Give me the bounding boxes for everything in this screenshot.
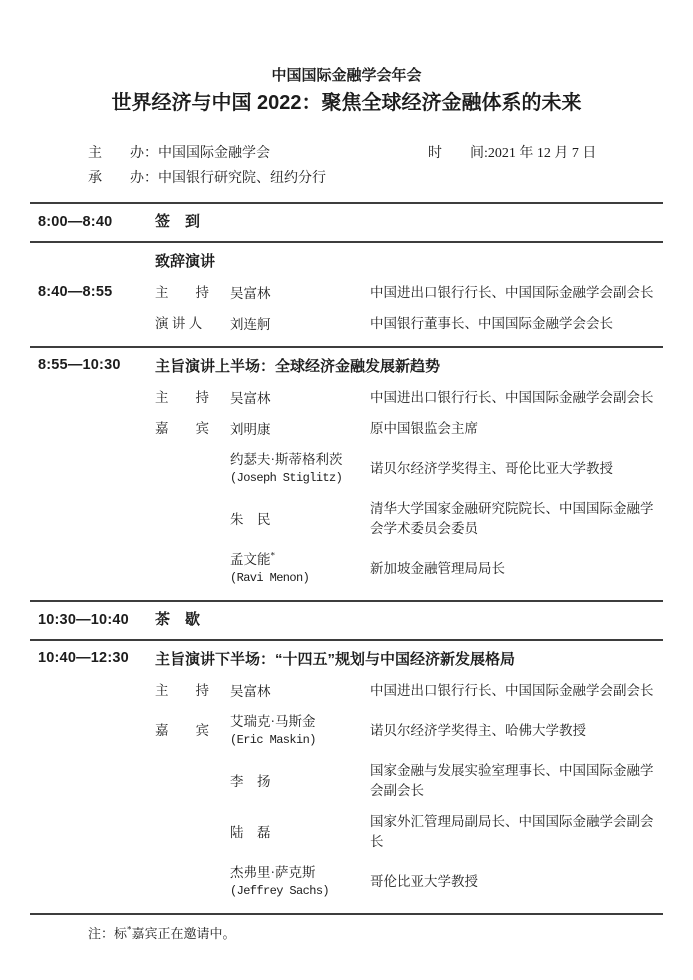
agenda-row <box>155 314 663 334</box>
name-text: 孟文能 <box>230 552 271 567</box>
tea-title: 茶 歇 <box>155 611 201 628</box>
person-name <box>230 450 370 488</box>
host-value: 中国国际金融学会 <box>158 146 270 161</box>
host-line <box>88 146 270 161</box>
opening-title: 致辞演讲 <box>155 253 216 270</box>
agenda-row <box>155 681 663 701</box>
keynote1-title: 主旨演讲上半场：全球经济金融发展新趋势 <box>155 358 441 375</box>
agenda-row <box>155 388 663 408</box>
name-text: 刘明康 <box>230 421 271 437</box>
person-desc: 中国银行董事长、中国国际金融学会会长 <box>370 316 613 331</box>
agenda-row <box>155 283 663 303</box>
role-label: 主 持 <box>155 683 209 698</box>
keynote2-content <box>155 650 663 901</box>
signin-time: 8:00—8:40 <box>38 214 113 230</box>
agenda-row <box>155 550 663 588</box>
agenda-row <box>155 812 663 852</box>
name-text: 艾瑞克·马斯金 <box>230 714 316 729</box>
agenda-row <box>155 761 663 801</box>
tea-time: 10:30—10:40 <box>38 612 129 628</box>
organizer-row <box>30 166 663 191</box>
section-opening <box>30 241 663 346</box>
person-name <box>230 420 370 439</box>
role-label: 演 讲 人 <box>155 316 203 331</box>
person-name <box>230 863 370 901</box>
name-text: 吴富林 <box>230 390 271 406</box>
opening-content <box>155 252 663 334</box>
footnote-mark: * <box>127 924 132 935</box>
section-keynote2 <box>30 639 663 913</box>
conference-name: 中国国际金融学会年会 <box>271 67 422 84</box>
person-name <box>230 315 370 334</box>
section-signin <box>30 202 663 241</box>
person-desc: 诺贝尔经济学奖得主、哈佛大学教授 <box>370 723 586 738</box>
role-label: 嘉 宾 <box>155 421 209 436</box>
name-text: 刘连舸 <box>230 316 271 332</box>
agenda-row <box>155 450 663 488</box>
agenda-row <box>155 499 663 539</box>
person-name <box>230 823 370 842</box>
meta-block <box>30 141 663 191</box>
agenda-row <box>155 863 663 901</box>
name-text: 吴富林 <box>230 285 271 301</box>
person-desc: 中国进出口银行行长、中国国际金融学会副会长 <box>370 285 654 300</box>
time-line <box>428 141 596 166</box>
document-title: 世界经济与中国 2022：聚焦全球经济金融体系的未来 <box>111 92 582 114</box>
footnote <box>30 913 663 944</box>
name-text: 杰弗里·萨克斯 <box>230 865 316 880</box>
person-desc: 中国进出口银行行长、中国国际金融学会副会长 <box>370 683 654 698</box>
person-name <box>230 510 370 529</box>
footnote-text <box>88 924 663 944</box>
host-label: 主 办： <box>88 146 158 161</box>
document-header <box>30 0 663 117</box>
name-text: 约瑟夫·斯蒂格利茨 <box>230 452 343 467</box>
name-text: 陆 磊 <box>230 824 271 840</box>
agenda-row <box>155 419 663 439</box>
person-name <box>230 772 370 791</box>
host-row <box>30 141 663 166</box>
organizer-value: 中国银行研究院、纽约分行 <box>158 171 326 186</box>
footnote-suffix: 嘉宾正在邀请中。 <box>131 926 236 941</box>
agenda-row <box>155 712 663 750</box>
person-desc: 中国进出口银行行长、中国国际金融学会副会长 <box>370 390 654 405</box>
name-text: 吴富林 <box>230 683 271 699</box>
name-text: 朱 民 <box>230 511 271 527</box>
pending-invite-mark: * <box>270 550 275 561</box>
time-label: 时 间: <box>428 146 488 161</box>
name-english: (Ravi Menon) <box>230 571 310 585</box>
person-name <box>230 284 370 303</box>
name-text: 李 扬 <box>230 773 271 789</box>
keynote1-content <box>155 357 663 588</box>
time-value: 2021 年 12 月 7 日 <box>487 146 597 161</box>
person-desc: 新加坡金融管理局局长 <box>370 561 505 576</box>
person-desc: 国家外汇管理局副局长、中国国际金融学会副会长 <box>370 814 654 849</box>
organizer-line <box>88 171 326 186</box>
person-name <box>230 682 370 701</box>
person-desc: 原中国银监会主席 <box>370 421 478 436</box>
name-english: (Jeffrey Sachs) <box>230 884 330 898</box>
person-desc: 诺贝尔经济学奖得主、哥伦比亚大学教授 <box>370 461 613 476</box>
role-label: 嘉 宾 <box>155 723 209 738</box>
signin-title: 签 到 <box>155 213 201 230</box>
person-desc: 清华大学国家金融研究院院长、中国国际金融学会学术委员会委员 <box>370 501 654 536</box>
footnote-prefix: 注：标 <box>88 926 128 941</box>
person-desc: 哥伦比亚大学教授 <box>370 874 478 889</box>
organizer-label: 承 办： <box>88 171 158 186</box>
opening-time: 8:40—8:55 <box>38 284 113 300</box>
keynote2-title: 主旨演讲下半场：“十四五”规划与中国经济新发展格局 <box>155 651 516 668</box>
person-name <box>230 389 370 408</box>
section-tea-break <box>30 600 663 639</box>
name-english: (Eric Maskin) <box>230 733 316 747</box>
person-desc: 国家金融与发展实验室理事长、中国国际金融学会副会长 <box>370 763 654 798</box>
name-english: (Joseph Stiglitz) <box>230 471 343 485</box>
person-name <box>230 550 370 588</box>
role-label: 主 持 <box>155 285 209 300</box>
person-name <box>230 712 370 750</box>
role-label: 主 持 <box>155 390 209 405</box>
name-line <box>230 550 370 569</box>
keynote2-time: 10:40—12:30 <box>38 650 129 666</box>
keynote1-time: 8:55—10:30 <box>38 357 121 373</box>
section-keynote1 <box>30 346 663 600</box>
